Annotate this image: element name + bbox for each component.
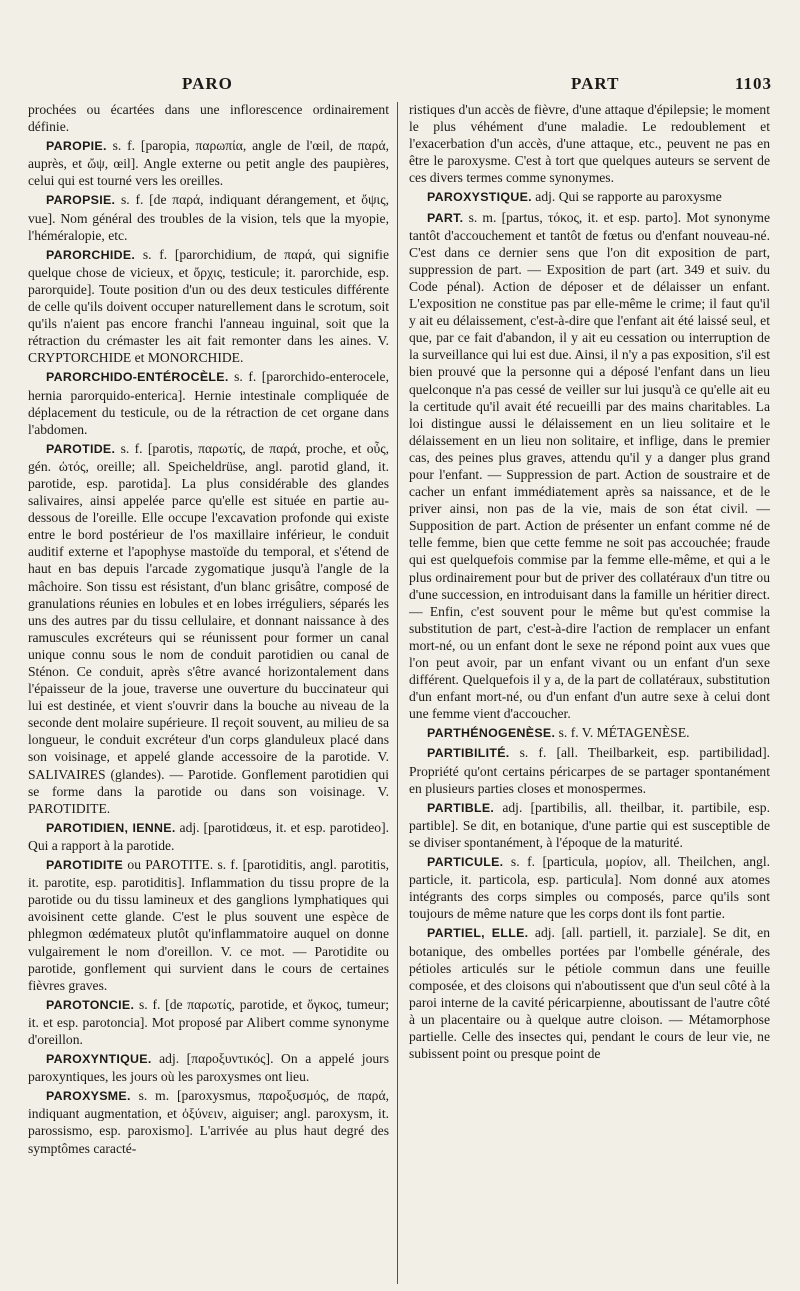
dictionary-entry: [28, 440, 389, 817]
entry-text: ristiques d'un accès de fièvre, d'une attaque d'épilepsie; le moment le plus véhément d'une maladie. Le redoublement et l'exacerbation d'un accès, d'une attaque, etc., peuvent ne pas en être le paroxysme. C'est à tort que quelques auteurs se servent de ces divers termes comme synonymes.: [409, 102, 770, 186]
dictionary-entry: [28, 101, 389, 135]
entry-headword: PAROPIE.: [46, 139, 107, 154]
entry-headword: PAROTIDIEN, IENNE.: [46, 820, 176, 835]
dictionary-entry: [28, 368, 389, 437]
entry-text: s. m. [partus, τόκος, it. et esp. parto]. Mot synonyme tantôt d'accouchement et tantôt de fœtus ou d'enfant nouveau-né. C'est dans ce dernier sens que l'on dit exposition de part, suppression de part. — Exposition de part (art. 349 et suiv. du Code pénal). Action de déposer et de délaisser un enfant. L'exposition ne constitue pas par elle-même le crime; il faut qu'il y ait eu délaissement, c'est-à-dire que l'enfant ait été laissé seul, et que, par ce fait d'abandon, il y ait eu cessation ou interruption de la surveillance qui lui est due. Ainsi, il n'y a pas exposition, s'il est bien prouvé que la personne qui a déposé l'enfant dans un lieu quelconque n'a pas cessé de veiller sur lui jusqu'à ce qu'elle ait eu la certitude qu'il avait été recueilli par des mains charitables. La loi distingue aussi le délaissement en un lieu solitaire et le délaissement en un lieu non solitaire, et inflige, dans le premier cas, des peines plus graves, attendu qu'il y a danger plus grand pour l'enfant. — Suppression de part. Action de soustraire et de cacher un enfant immédiatement après sa naissance, et de le priver ainsi, non pas de la vie, mais de son état civil. — Supposition de part. Action de présenter un enfant comme né de telle femme, bien que cette femme ne soit pas accouchée; fraude qui est quelquefois commise par la femme elle-même, et qui a le plus ordinairement pour but de priver des collatéraux d'un titre ou d'une succession, en introduisant dans la famille un héritier direct. — Enfin, c'est souvent pour le même but qu'est commise la substitution de part, c'est-à-dire l'action de remplacer un enfant mort-né, ou un enfant dont le sexe ne répond point aux vues que l'on peut avoir, par un enfant vivant ou un enfant d'un sexe différent. Quelquefois il y a, de la part de collatéraux, substitution d'un enfant mort-né, ou d'un enfant d'un autre sexe à celui dont une femme vient d'accoucher.: [409, 209, 770, 722]
dictionary-entry: [28, 1050, 389, 1085]
dictionary-entry: [28, 137, 389, 189]
running-header: [0, 74, 800, 98]
entry-text: s. m. [paroxysmus, παροξυσμός, de παρά, indiquant augmentation, et ὀξύνειν, aiguiser; angl. paroxysm, it. parossismo, esp. paroxismo]. L'arrivée au plus haut degré des symptômes caracté-: [28, 1088, 389, 1156]
entry-text: s. f. [de παρωτίς, parotide, et ὄγκος, tumeur; it. et esp. parotoncia]. Mot proposé par Alibert comme synonyme d'oreillon.: [28, 996, 389, 1047]
entry-headword: PAROTIDE.: [46, 441, 116, 456]
entry-headword: PAROPSIE.: [46, 193, 116, 208]
entry-text: s. f. [parotis, παρωτίς, de παρά, proche, et οὖς, gén. ὠτός, oreille; all. Speicheldrüse, angl. parotid gland, it. parotide, esp. parotida]. La plus considérable des glandes salivaires, ainsi appelée parce qu'elle est située en partie au-dessous de l'oreille. Elle occupe l'excavation profonde qui existe entre le bord postérieur de l'os maxillaire inférieur, le conduit auditif externe et l'apophyse mastoïde du temporal, et s'étend de haut en bas depuis l'arcade zygomatique jusqu'à l'angle de la mâchoire. Son tissu est résistant, d'un blanc grisâtre, composé de granulations réunies en lobules et en lobes irréguliers, séparés les uns des autres par du tissu cellulaire, et donnant naissance à des ramuscules excréteurs qui se réunissent pour former un canal unique connu sous le nom de conduit parotidien ou canal de Sténon. Ce conduit, après s'être avancé horizontalement dans l'épaisseur de la joue, traverse une ouverture du buccinateur qui lui est destinée, et vient s'ouvrir dans la bouche au niveau de la seconde dent molaire supérieure. Il reçoit souvent, au milieu de sa longueur, le conduit excréteur d'un corps glanduleux placé dans son voisinage, et appelé glande accessoire de la parotide. V. SALIVAIRES (glandes). — Parotide. Gonflement parotidien qui se forme dans la parotide ou dans son voisinage. V. PAROTIDITE.: [28, 440, 389, 816]
entry-text: adj. Qui se rapporte au paroxysme: [535, 189, 722, 205]
entry-headword: PARTIEL, ELLE.: [427, 926, 529, 941]
entry-text: adj. [parotidœus, it. et esp. parotideo]. Qui a rapport à la parotide.: [28, 819, 389, 853]
dictionary-entry: [409, 724, 770, 742]
entry-text: adj. [partibilis, all. theilbar, it. partibile, esp. partible]. Se dit, en botanique, d'une partie qui est susceptible de se diviser spontanément, à l'époque de la maturité.: [409, 799, 770, 850]
dictionary-entry: [28, 1087, 389, 1156]
entry-text: ou PAROTITE. s. f. [parotiditis, angl. parotitis, it. parotite, esp. parotiditis]. Inflammation du tissu propre de la parotide ou du tissu lamineux et des ganglions lymphatiques qui avoisinent cette glande. C'est le plus souvent une espèce de phlegmon œdémateux plutôt qu'inflammatoire auquel on donne vulgairement le nom d'oreillon. V. ce mot. — Parotidite ou parotide, gonflement qui survient dans le cours de certaines fièvres graves.: [28, 857, 389, 993]
entry-text: s. f. [particula, μορίον, all. Theilchen, angl. particle, it. particola, esp. particula]. Nom donné aux atomes intégrants des corps simples ou composés, parce qu'ils sont toujours de même nature que les corps dont ils font partie.: [409, 854, 770, 922]
entry-text: adj. [all. partiell, it. parziale]. Se dit, en botanique, des ombelles portées par l'ombelle générale, des pétioles articulés sur le pétiole commun dans une feuille composée, et des cloisons qui n'aboutissent que d'un seul côté à la paroi interne de la cavité péricarpienne, aboutissant de l'autre côté à un placentaire ou à quelque autre cloison. — Métamorphose partielle. Celle des insectes qui, pendant le cours de leur vie, ne subissent point ou presque point de: [409, 925, 770, 1062]
dictionary-entry: [409, 188, 770, 206]
entry-headword: PAROXYSME.: [46, 1089, 131, 1104]
entry-text: adj. [παροξυντικός]. On a appelé jours paroxyntiques, les jours où les paroxysmes ont lieu.: [28, 1051, 389, 1085]
column-divider: [397, 102, 398, 1284]
entry-headword: PARTICULE.: [427, 855, 504, 870]
entry-headword: PARORCHIDE.: [46, 247, 136, 262]
entry-text: prochées ou écartées dans une inflorescence ordinairement définie.: [28, 102, 389, 135]
entry-headword: PAROTIDITE: [46, 858, 124, 873]
entry-headword: PAROXYSTIQUE.: [427, 190, 532, 205]
entry-headword: PARORCHIDO-ENTÉROCÈLE.: [46, 370, 229, 385]
dictionary-entry: [409, 799, 770, 851]
entry-headword: PARTIBILITÉ.: [427, 746, 510, 761]
dictionary-entry: [28, 819, 389, 854]
dictionary-entry: [409, 101, 770, 186]
dictionary-entry: [409, 744, 770, 796]
entry-text: s. f. [parorchido-enterocele, hernia parorquido-enterica]. Hernie intestinale compliquée de déplacement du testicule, ou de la rétraction de cet organe dans l'abdomen.: [28, 369, 389, 437]
entry-text: s. f. V. MÉTAGENÈSE.: [558, 725, 690, 741]
dictionary-entry: [28, 996, 389, 1048]
entry-text: s. f. [de παρά, indiquant dérangement, et ὄψις, vue]. Nom général des troubles de la vision, tels que la myopie, l'héméralopie, etc.: [28, 192, 389, 243]
dictionary-entry: [409, 924, 770, 1062]
dictionary-entry: [28, 191, 389, 243]
right-column: [409, 101, 770, 1279]
entry-headword: PART.: [427, 210, 464, 225]
entry-headword: PARTIBLE.: [427, 800, 495, 815]
entry-headword: PAROXYNTIQUE.: [46, 1052, 152, 1067]
entry-text: s. f. [parorchidium, de παρά, qui signifie quelque chose de vicieux, et ὄρχις, testicule; it. parorchide, esp. parorquide]. Toute position d'un ou des deux testicules différente de celle qu'ils doivent occuper naturellement dans le scrotum, soit qu'ils n'aient pas encore franchi l'anneau inguinal, soit que la rétraction du crémaster les ait fait remonter dans les aines. V. CRYPTORCHIDE et MONORCHIDE.: [28, 246, 389, 366]
dictionary-entry: [409, 209, 770, 723]
dictionary-entry: [28, 856, 389, 994]
entry-headword: PAROTONCIE.: [46, 997, 135, 1012]
dictionary-entry: [409, 853, 770, 922]
right-running-title: PART: [571, 74, 620, 93]
left-column: [28, 101, 389, 1279]
left-running-title: PARO: [182, 74, 233, 93]
dictionary-entry: [28, 246, 389, 367]
entry-headword: PARTHÉNOGENÈSE.: [427, 726, 556, 741]
entry-text: s. f. [all. Theilbarkeit, esp. partibilidad]. Propriété qu'ont certains péricarpes de se partager spontanément en plusieurs parties closes et monospermes.: [409, 745, 770, 796]
entry-text: s. f. [paropia, παρωπία, angle de l'œil, de παρά, auprès, et ὤψ, œil]. Angle externe ou petit angle des paupières, celui qui est tourné vers les oreilles.: [28, 138, 389, 189]
page-number: 1103: [735, 74, 773, 93]
